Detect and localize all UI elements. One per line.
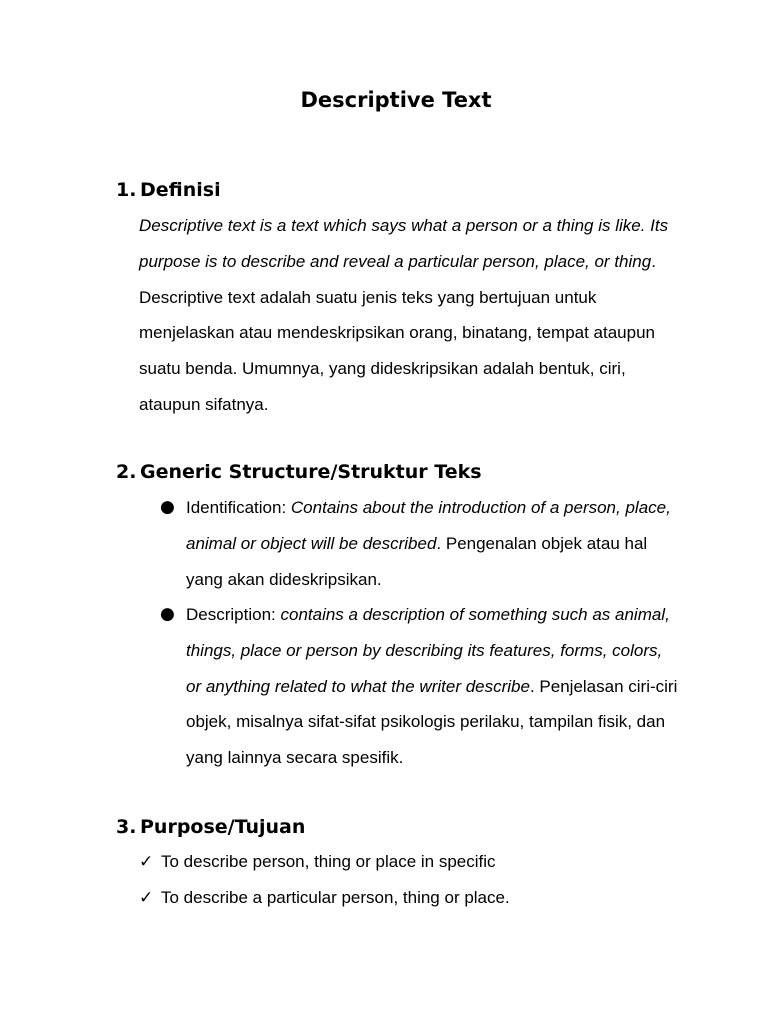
- list-item-text: [186, 490, 681, 597]
- list-item-plain-text: . Pengenalan objek atau hal yang akan dideskripsikan.: [186, 533, 648, 589]
- section-heading-purpose: [116, 814, 305, 840]
- section-number: 2.: [116, 461, 137, 483]
- list-item-label: Description:: [186, 605, 281, 624]
- section-heading-definisi: [116, 177, 221, 203]
- document-title: Descriptive Text: [300, 88, 492, 112]
- bullet-dot-icon: ●: [160, 497, 175, 517]
- list-item-italic-text: contains a description of something such as animal, things, place or person by describing its features, forms, colors, or anything related to what the writer describe: [186, 605, 670, 696]
- check-list-item-text: To describe a particular person, thing or place.: [161, 888, 510, 907]
- definition-plain-text: . Descriptive text adalah suatu jenis teks yang bertujuan untuk menjelaskan atau mendeskripsikan orang, binatang, tempat ataupun suatu benda. Umumnya, yang dideskripsikan adalah bentuk, ciri, ataupun sifatnya.: [139, 251, 656, 414]
- check-mark-icon: ✓: [139, 888, 154, 908]
- section-heading-text: Purpose/Tujuan: [140, 816, 306, 838]
- section-heading-text: Generic Structure/Struktur Teks: [140, 461, 482, 483]
- list-item-italic-text: Contains about the introduction of a person, place, animal or object will be described: [186, 498, 671, 553]
- definition-paragraph: [139, 208, 669, 423]
- check-list-item: [139, 844, 496, 881]
- section-heading-generic-structure: [116, 459, 482, 485]
- bullet-dot-icon: ●: [160, 604, 175, 624]
- section-heading-text: Definisi: [140, 179, 221, 201]
- section-number: 3.: [116, 816, 137, 838]
- list-item-label: Identification:: [186, 498, 291, 517]
- check-list-item: [139, 880, 510, 917]
- check-list-item-text: To describe person, thing or place in specific: [161, 852, 496, 871]
- check-mark-icon: ✓: [139, 852, 154, 872]
- section-number: 1.: [116, 179, 137, 201]
- list-item-plain-text: . Penjelasan ciri-ciri objek, misalnya sifat-sifat psikologis perilaku, tampilan fisik, dan yang lainnya secara spesifik.: [186, 676, 678, 768]
- list-item-text: [186, 597, 681, 776]
- definition-italic-text: Descriptive text is a text which says what a person or a thing is like. Its purpose is to describe and reveal a particular person, place, or thing: [139, 216, 669, 271]
